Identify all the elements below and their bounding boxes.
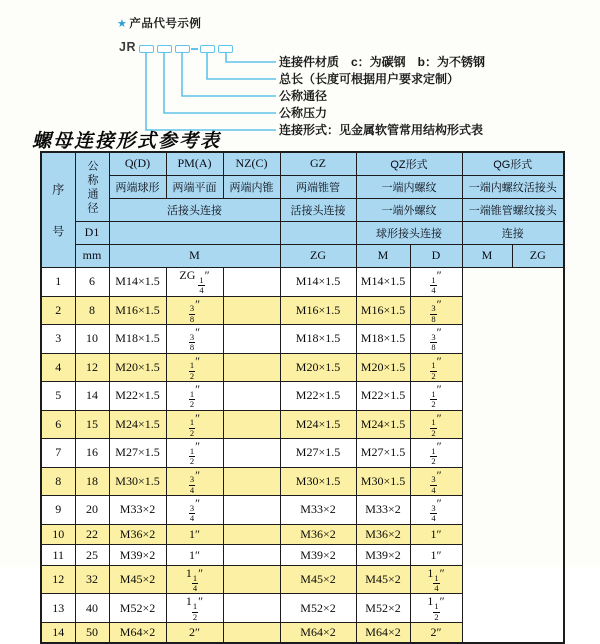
header-union-join: 活接头连接 [109, 198, 280, 221]
header-col-q: Q(D) [109, 152, 166, 175]
cell-gz: $\frac{1}{2}$ ″ [166, 439, 223, 468]
header-qg-sub1: 一端内螺纹活接头 [462, 175, 564, 198]
cell-mm: 12 [75, 353, 109, 382]
header-qz-sub1: 一端内螺纹 [356, 175, 462, 198]
header-unit-qg-m: M [462, 244, 512, 267]
header-d1: D1 [75, 221, 109, 244]
table-row [41, 545, 564, 566]
header-q-sub: 两端球形 [109, 175, 166, 198]
cell-gz: 1 $\frac{1}{2}$ ″ [166, 594, 223, 623]
header-col-gz: GZ [280, 152, 356, 175]
cell-qz_m [223, 325, 280, 354]
cell-qg_m: M14×1.5 [356, 268, 410, 297]
product-code-prefix: JR [119, 40, 136, 54]
cell-gz: $\frac{1}{2}$ ″ [166, 410, 223, 439]
table-header [41, 152, 564, 268]
cell-no: 11 [41, 545, 75, 566]
cell-m: M24×1.5 [109, 410, 166, 439]
cell-m: M52×2 [109, 594, 166, 623]
cell-qg_zg: $\frac{1}{2}$ ″ [410, 439, 462, 468]
cell-qz_m [223, 382, 280, 411]
cell-m: M39×2 [109, 545, 166, 566]
diagram-label-material: 连接件材质 c：为碳钢 b：为不锈钢 [279, 54, 486, 69]
star-icon: ★ [117, 18, 128, 30]
table-row [41, 268, 564, 297]
cell-qz_m [223, 496, 280, 525]
cell-qz_d: M20×1.5 [280, 353, 356, 382]
cell-gz: 2″ [166, 622, 223, 643]
product-code-example-label: 产品代号示例 [129, 18, 202, 30]
header-gz-join: 活接头连接 [280, 198, 356, 221]
header-empty-m [109, 221, 280, 244]
cell-qg_m: M64×2 [356, 622, 410, 643]
header-qg-sub2: 一端锥管螺纹接头 [462, 198, 564, 221]
cell-no: 3 [41, 325, 75, 354]
table-title: 螺母连接形式参考表 [32, 131, 222, 152]
cell-qz_d: M30×1.5 [280, 467, 356, 496]
cell-mm: 15 [75, 410, 109, 439]
cell-gz: $\frac{3}{8}$ ″ [166, 325, 223, 354]
header-empty-gz [280, 221, 356, 244]
table-row [41, 439, 564, 468]
cell-m: M27×1.5 [109, 439, 166, 468]
cell-qz_d: M22×1.5 [280, 382, 356, 411]
cell-qz_d: M52×2 [280, 594, 356, 623]
cell-qz_d: M39×2 [280, 545, 356, 566]
cell-qg_zg: 1 $\frac{1}{2}$ ″ [410, 594, 462, 623]
cell-qg_zg: $\frac{3}{4}$ ″ [410, 467, 462, 496]
header-seq: 序号 [41, 152, 75, 268]
cell-qg_m: M18×1.5 [356, 325, 410, 354]
cell-qz_m [223, 268, 280, 297]
cell-mm: 8 [75, 296, 109, 325]
cell-qz_d: M24×1.5 [280, 410, 356, 439]
cell-mm: 14 [75, 382, 109, 411]
cell-gz: 1 $\frac{1}{4}$ ″ [166, 565, 223, 594]
cell-mm: 22 [75, 524, 109, 545]
cell-no: 5 [41, 382, 75, 411]
cell-no: 1 [41, 268, 75, 297]
table-row [41, 467, 564, 496]
cell-no: 7 [41, 439, 75, 468]
cell-m: M20×1.5 [109, 353, 166, 382]
cell-m: M33×2 [109, 496, 166, 525]
cell-m: M64×2 [109, 622, 166, 643]
table-row [41, 353, 564, 382]
cell-qz_m [223, 545, 280, 566]
cell-qz_m [223, 467, 280, 496]
cell-m: M36×2 [109, 524, 166, 545]
header-nominal-diameter: 公称通径 [75, 152, 109, 221]
header-unit-m: M [109, 244, 280, 267]
cell-qg_m: M33×2 [356, 496, 410, 525]
cell-qg_m: M52×2 [356, 594, 410, 623]
table-row [41, 594, 564, 623]
cell-m: M22×1.5 [109, 382, 166, 411]
diagram-label-pressure: 公称压力 [279, 105, 328, 120]
cell-gz: $\frac{1}{2}$ ″ [166, 353, 223, 382]
cell-no: 12 [41, 565, 75, 594]
cell-qz_d: M14×1.5 [280, 268, 356, 297]
cell-qg_m: M30×1.5 [356, 467, 410, 496]
cell-gz: 1″ [166, 524, 223, 545]
cell-mm: 40 [75, 594, 109, 623]
table-row [41, 524, 564, 545]
cell-no: 8 [41, 467, 75, 496]
cell-qg_zg: $\frac{3}{8}$ ″ [410, 325, 462, 354]
cell-qz_m [223, 524, 280, 545]
cell-qz_m [223, 565, 280, 594]
cell-no: 10 [41, 524, 75, 545]
cell-no: 13 [41, 594, 75, 623]
cell-qg_zg: 1″ [410, 545, 462, 566]
connector-lines [0, 0, 300, 140]
cell-qg_m: M27×1.5 [356, 439, 410, 468]
cell-no: 4 [41, 353, 75, 382]
header-qg-join: 连接 [462, 221, 564, 244]
cell-qz_m [223, 296, 280, 325]
cell-qg_zg: $\frac{1}{2}$ ″ [410, 382, 462, 411]
table-row [41, 622, 564, 643]
cell-no: 2 [41, 296, 75, 325]
nut-connection-reference-table [40, 151, 565, 644]
cell-qg_m: M22×1.5 [356, 382, 410, 411]
cell-qg_m: M39×2 [356, 545, 410, 566]
cell-qz_m [223, 410, 280, 439]
cell-qz_m [223, 594, 280, 623]
cell-no: 9 [41, 496, 75, 525]
header-qz-join: 球形接头连接 [356, 221, 462, 244]
cell-mm: 25 [75, 545, 109, 566]
cell-qz_m [223, 622, 280, 643]
header-unit-qz-d: D [410, 244, 462, 267]
cell-qz_d: M33×2 [280, 496, 356, 525]
cell-mm: 6 [75, 268, 109, 297]
cell-qg_zg: $\frac{1}{4}$ ″ [410, 268, 462, 297]
cell-mm: 18 [75, 467, 109, 496]
cell-qg_zg: 1 $\frac{1}{4}$ ″ [410, 565, 462, 594]
diagram-label-connection: 连接形式：见金属软管常用结构形式表 [279, 122, 484, 137]
cell-qg_zg: 1″ [410, 524, 462, 545]
table-row [41, 410, 564, 439]
header-col-pm: PM(A) [166, 152, 223, 175]
cell-qg_m: M24×1.5 [356, 410, 410, 439]
diagram-label-length: 总长（长度可根据用户要求定制） [279, 71, 460, 86]
cell-mm: 20 [75, 496, 109, 525]
table-row [41, 565, 564, 594]
table-row [41, 325, 564, 354]
cell-m: M14×1.5 [109, 268, 166, 297]
cell-qz_d: M64×2 [280, 622, 356, 643]
cell-gz: $\frac{3}{4}$ ″ [166, 496, 223, 525]
cell-qz_d: M27×1.5 [280, 439, 356, 468]
cell-qg_zg: $\frac{1}{2}$ ″ [410, 410, 462, 439]
cell-gz: $\frac{3}{8}$ ″ [166, 296, 223, 325]
header-unit-qz-m: M [356, 244, 410, 267]
cell-qg_zg: $\frac{3}{8}$ ″ [410, 296, 462, 325]
header-qz-sub2: 一端外螺纹 [356, 198, 462, 221]
cell-no: 14 [41, 622, 75, 643]
header-col-qg: QG形式 [462, 152, 564, 175]
cell-qz_d: M18×1.5 [280, 325, 356, 354]
header-col-qz: QZ形式 [356, 152, 462, 175]
cell-qg_m: M20×1.5 [356, 353, 410, 382]
header-unit-qg-zg: ZG [512, 244, 564, 267]
cell-gz: $\frac{1}{2}$ ″ [166, 382, 223, 411]
cell-qg_zg: $\frac{1}{2}$ ″ [410, 353, 462, 382]
cell-m: M18×1.5 [109, 325, 166, 354]
cell-qg_m: M16×1.5 [356, 296, 410, 325]
header-gz-sub: 两端锥管 [280, 175, 356, 198]
table-body [41, 268, 564, 644]
cell-qg_zg: 2″ [410, 622, 462, 643]
cell-gz: $\frac{3}{4}$ ″ [166, 467, 223, 496]
table-row [41, 296, 564, 325]
cell-qz_d: M45×2 [280, 565, 356, 594]
cell-mm: 50 [75, 622, 109, 643]
header-pm-sub: 两端平面 [166, 175, 223, 198]
cell-qz_m [223, 353, 280, 382]
table-row [41, 382, 564, 411]
cell-m: M16×1.5 [109, 296, 166, 325]
cell-mm: 16 [75, 439, 109, 468]
cell-mm: 32 [75, 565, 109, 594]
cell-qg_m: M36×2 [356, 524, 410, 545]
cell-gz: 1″ [166, 545, 223, 566]
cell-mm: 10 [75, 325, 109, 354]
cell-no: 6 [41, 410, 75, 439]
cell-qg_zg: $\frac{3}{4}$ ″ [410, 496, 462, 525]
header-unit-zg: ZG [280, 244, 356, 267]
cell-m: M45×2 [109, 565, 166, 594]
header-unit-mm: mm [75, 244, 109, 267]
cell-qz_d: M36×2 [280, 524, 356, 545]
header-col-nz: NZ(C) [223, 152, 280, 175]
cell-m: M30×1.5 [109, 467, 166, 496]
table-row [41, 496, 564, 525]
cell-qg_m: M45×2 [356, 565, 410, 594]
header-nz-sub: 两端内锥 [223, 175, 280, 198]
cell-qz_d: M16×1.5 [280, 296, 356, 325]
cell-qz_m [223, 439, 280, 468]
diagram-label-diameter: 公称通径 [279, 88, 328, 103]
cell-gz: ZG $\frac{1}{4}$ ″ [166, 268, 223, 297]
